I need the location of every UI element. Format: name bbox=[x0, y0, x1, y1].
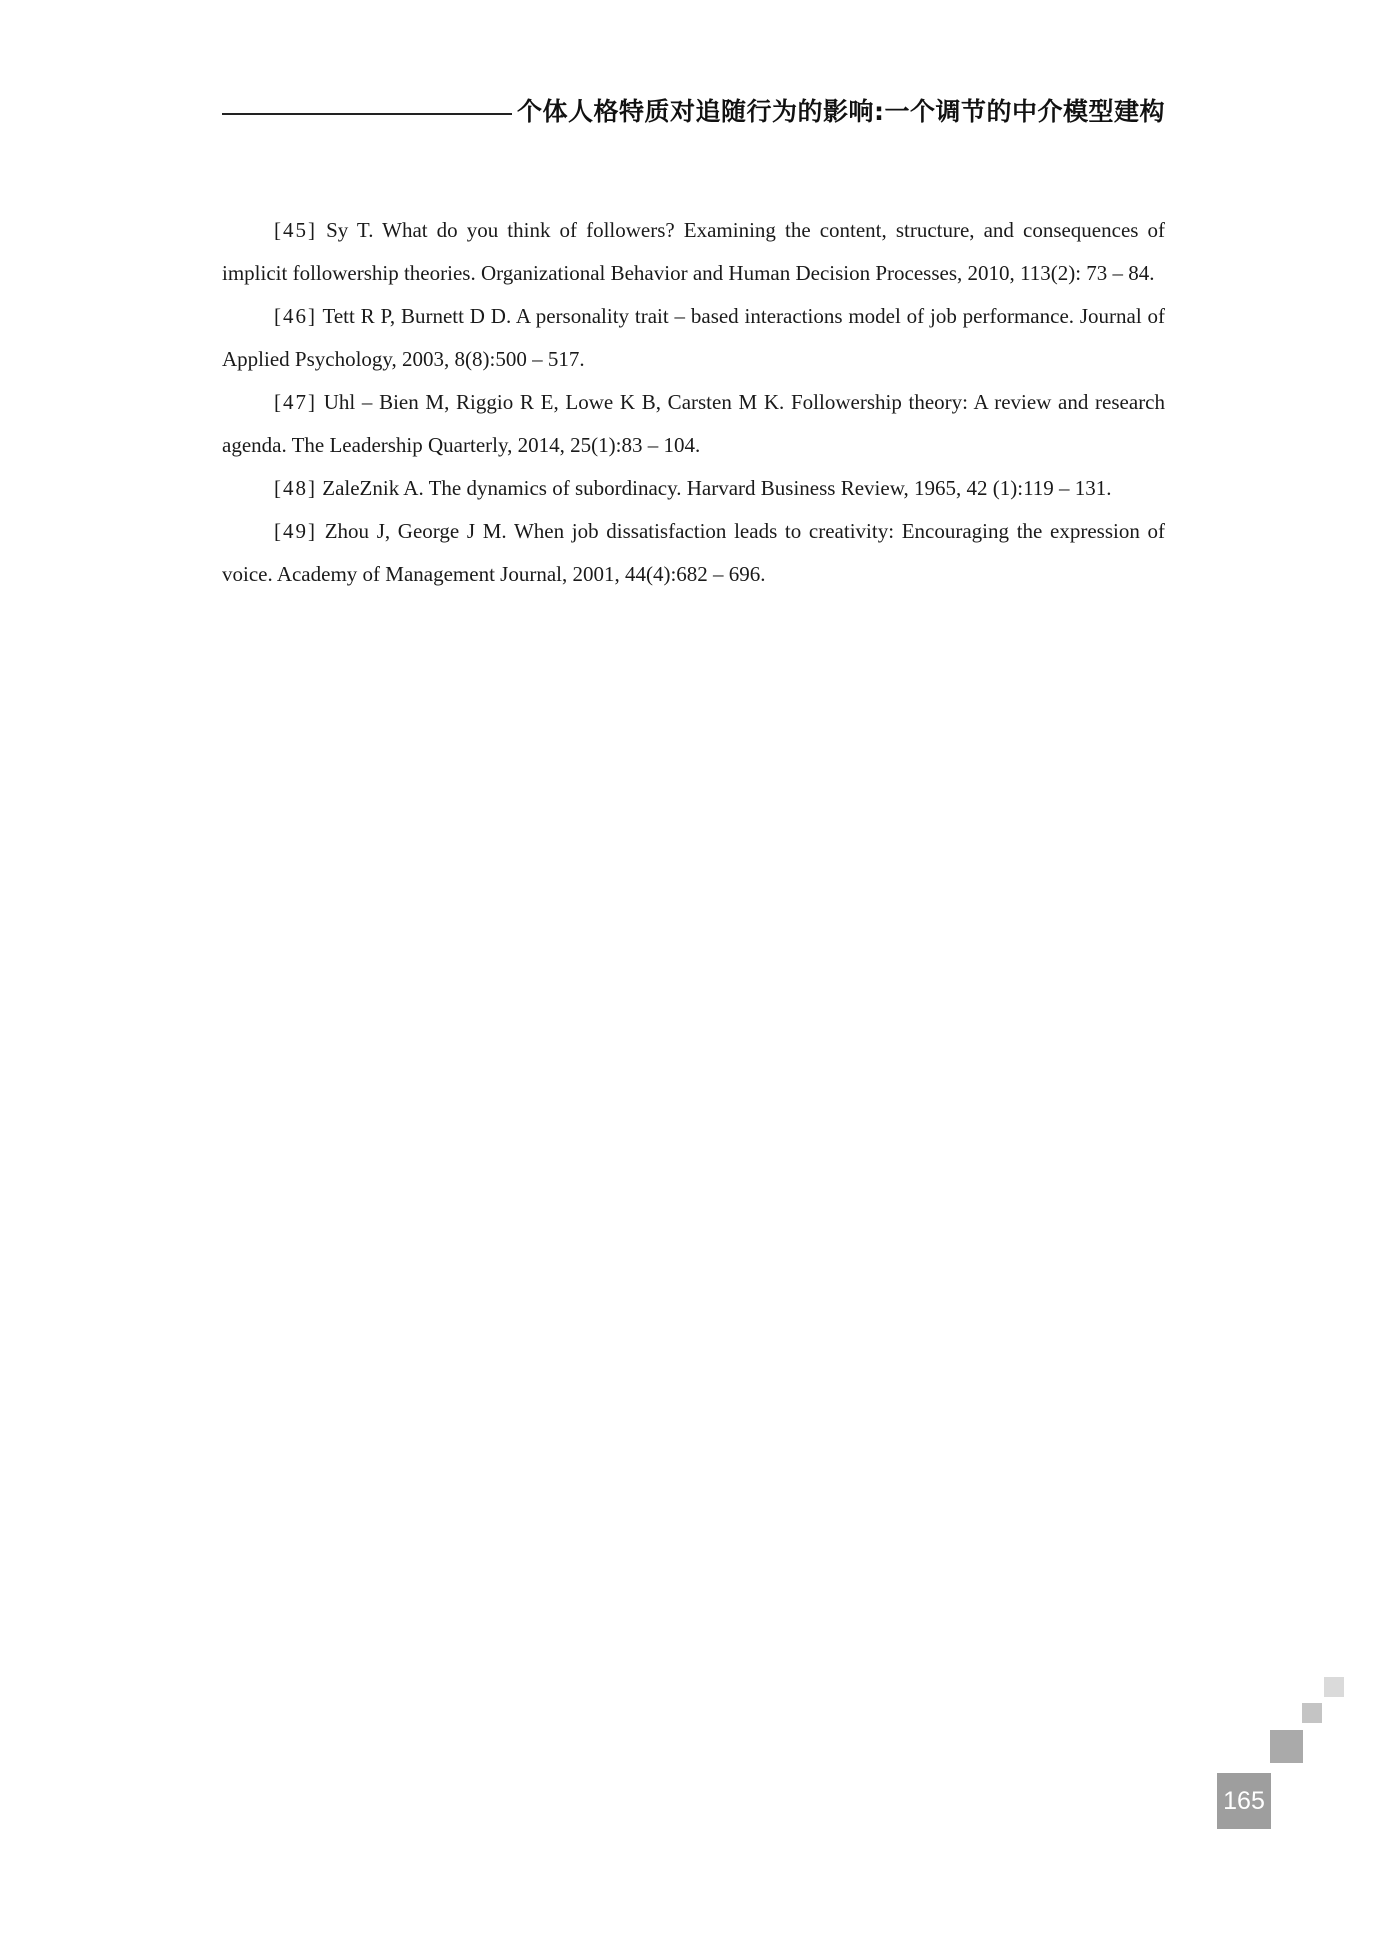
reference-item bbox=[222, 381, 1165, 467]
reference-text: ZaleZnik A. The dynamics of subordinacy. Harvard Business Review, 1965, 42 (1):119 – 131. bbox=[322, 476, 1112, 500]
reference-number: [45] bbox=[274, 218, 317, 242]
page-number-box bbox=[1217, 1773, 1271, 1829]
reference-number: [49] bbox=[274, 519, 317, 543]
running-header-title: 个体人格特质对追随行为的影响:一个调节的中介模型建构 bbox=[517, 97, 1165, 126]
reference-text: Zhou J, George J M. When job dissatisfaction leads to creativity: Encouraging the expression of voice. Academy of Management Journal, 2001, 44(4):682 – 696. bbox=[222, 519, 1166, 586]
decorative-square bbox=[1270, 1730, 1303, 1763]
reference-number: [46] bbox=[274, 304, 317, 328]
running-header bbox=[222, 92, 1165, 132]
reference-list bbox=[222, 209, 1165, 596]
reference-text: Sy T. What do you think of followers? Examining the content, structure, and consequences of implicit followership theories. Organizational Behavior and Human Decision Processes, 2010, 113(2): 73 – 84. bbox=[222, 218, 1165, 285]
page-number: 165 bbox=[1223, 1787, 1265, 1815]
reference-number: [48] bbox=[274, 476, 317, 500]
reference-item bbox=[222, 510, 1165, 596]
decorative-square bbox=[1324, 1677, 1344, 1697]
reference-number: [47] bbox=[274, 390, 317, 414]
decorative-square bbox=[1302, 1703, 1322, 1723]
reference-item bbox=[222, 209, 1165, 295]
reference-text: Uhl – Bien M, Riggio R E, Lowe K B, Carsten M K. Followership theory: A review and research agenda. The Leadership Quarterly, 2014, 25(1):83 – 104. bbox=[222, 390, 1166, 457]
header-rule bbox=[222, 113, 512, 115]
reference-item bbox=[222, 295, 1165, 381]
reference-item bbox=[222, 467, 1165, 510]
reference-text: Tett R P, Burnett D D. A personality trait – based interactions model of job performance. Journal of Applied Psychology, 2003, 8(8):500 – 517. bbox=[222, 304, 1166, 371]
